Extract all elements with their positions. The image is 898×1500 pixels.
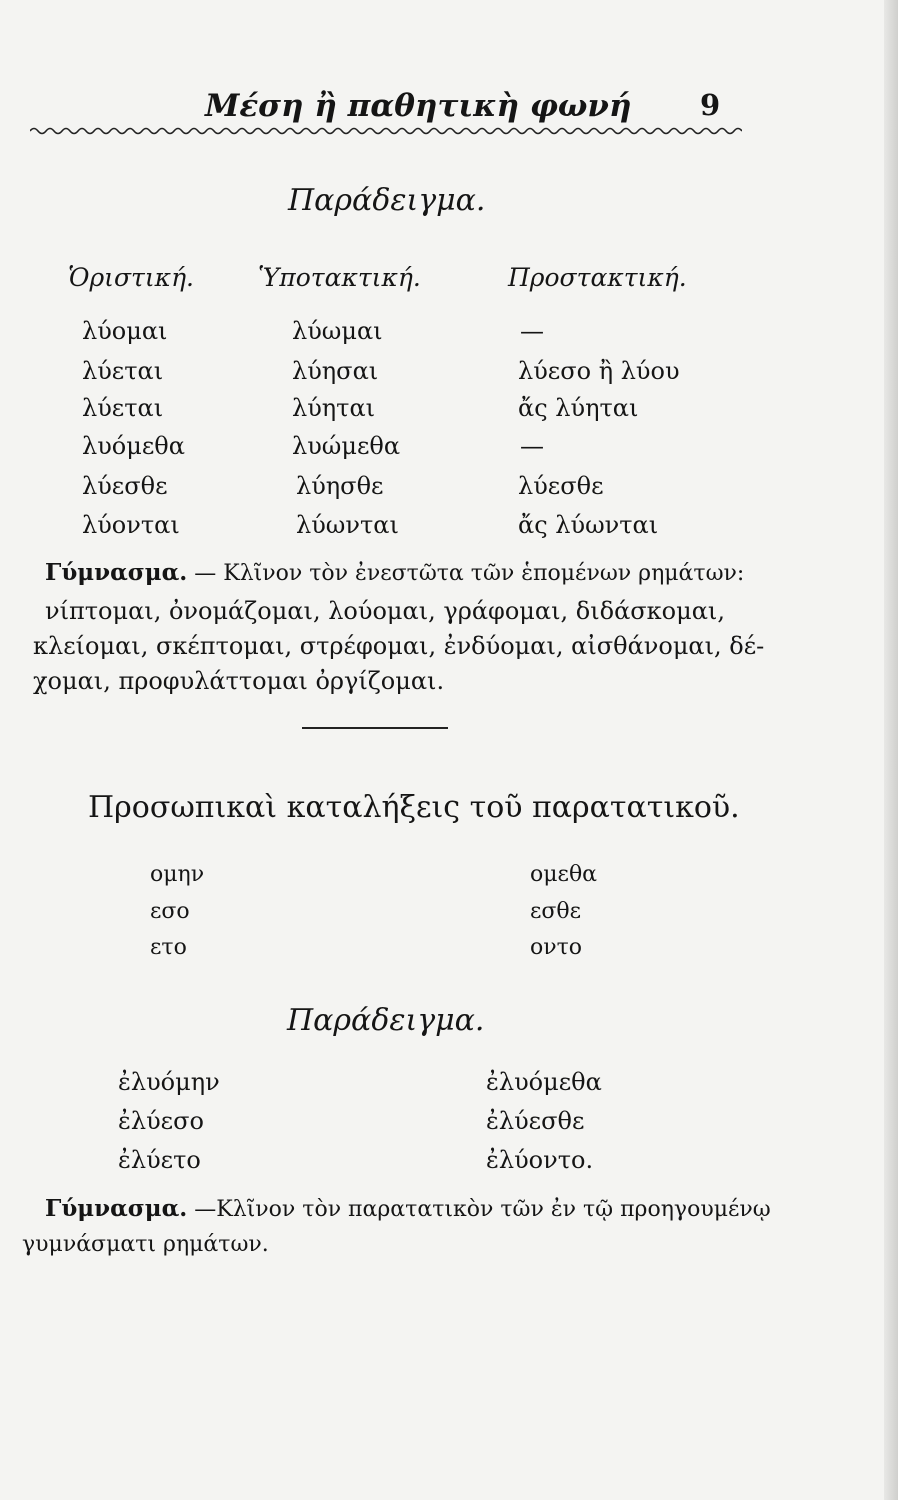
table-cell: — (520, 317, 544, 345)
table-cell: λύησαι (292, 357, 379, 385)
table-cell: λύεσο ἢ λύου (518, 357, 680, 385)
table-cell: λύεται (82, 394, 164, 422)
exercise-instruction-continued: γυμνάσματι ρημάτων. (22, 1232, 269, 1257)
table-cell: λυώμεθα (292, 432, 401, 460)
table-cell: ἐλύεσο (118, 1107, 204, 1135)
imperfect-exercise-instruction (45, 1195, 771, 1222)
column-header-subjunctive: Ὑποτακτική. (258, 263, 421, 292)
table-cell: λυόμεθα (82, 432, 185, 460)
ending-cell: εσο (150, 899, 190, 924)
table-cell: λύησθε (296, 472, 384, 500)
ending-cell: ετο (150, 935, 187, 960)
table-cell: ἐλύοντο. (486, 1146, 594, 1174)
ending-cell: ομην (150, 862, 205, 887)
table-cell: ἐλύεσθε (486, 1107, 585, 1135)
table-cell: ἐλύετο (118, 1146, 201, 1174)
running-header-title: Μέση ἢ παθητικὴ φωνή (205, 88, 632, 124)
table-cell: λύεσθε (82, 472, 168, 500)
exercise-label: Γύμνασμα. (45, 1195, 188, 1222)
table-cell: ἐλυόμεθα (486, 1068, 602, 1096)
exercise-label: Γύμνασμα. (45, 559, 188, 586)
table-cell: λύηται (292, 394, 376, 422)
table-cell: — (520, 432, 544, 460)
table-cell: ἄς λύηται (518, 394, 639, 422)
exercise-verb-list: νίπτομαι, ὀνομάζομαι, λούομαι, γράφομαι, διδάσκομαι, (45, 597, 725, 625)
table-cell: λύωνται (296, 511, 399, 539)
ending-cell: οντο (530, 935, 583, 960)
table-cell: ἐλυόμην (118, 1068, 220, 1096)
table-cell: λύωμαι (292, 317, 383, 345)
exercise-instruction-text: — Κλῖνον τὸν ἐνεστῶτα τῶν ἑπομένων ρημάτων: (194, 561, 745, 586)
imperfect-example-title: Παράδειγμα. (287, 1003, 485, 1038)
page-number: 9 (700, 88, 721, 122)
ending-cell: εσθε (530, 899, 582, 924)
table-cell: ἄς λύωνται (518, 511, 659, 539)
column-header-imperative: Προστακτική. (508, 263, 687, 292)
table-cell: λύομαι (82, 317, 168, 345)
present-example-title: Παράδειγμα. (288, 183, 486, 218)
exercise-verb-list: χομαι, προφυλάττομαι ὀργίζομαι. (33, 667, 445, 695)
column-header-indicative: Ὁριστική. (68, 263, 195, 292)
table-cell: λύονται (82, 511, 180, 539)
table-cell: λύεσθε (518, 472, 604, 500)
present-exercise-instruction (45, 559, 744, 586)
header-wavy-rule (30, 124, 742, 138)
exercise-instruction-text: —Κλῖνον τὸν παρατατικὸν τῶν ἐν τῷ προηγουμένῳ (194, 1197, 771, 1222)
table-cell: λύεται (82, 357, 164, 385)
imperfect-section-title: Προσωπικαὶ καταλήξεις τοῦ παρατατικοῦ. (88, 790, 740, 825)
ending-cell: ομεθα (530, 862, 598, 887)
section-divider (302, 727, 448, 729)
exercise-verb-list: κλείομαι, σκέπτομαι, στρέφομαι, ἐνδύομαι, αἰσθάνομαι, δέ- (33, 632, 765, 660)
page-edge-shadow (884, 0, 898, 1500)
